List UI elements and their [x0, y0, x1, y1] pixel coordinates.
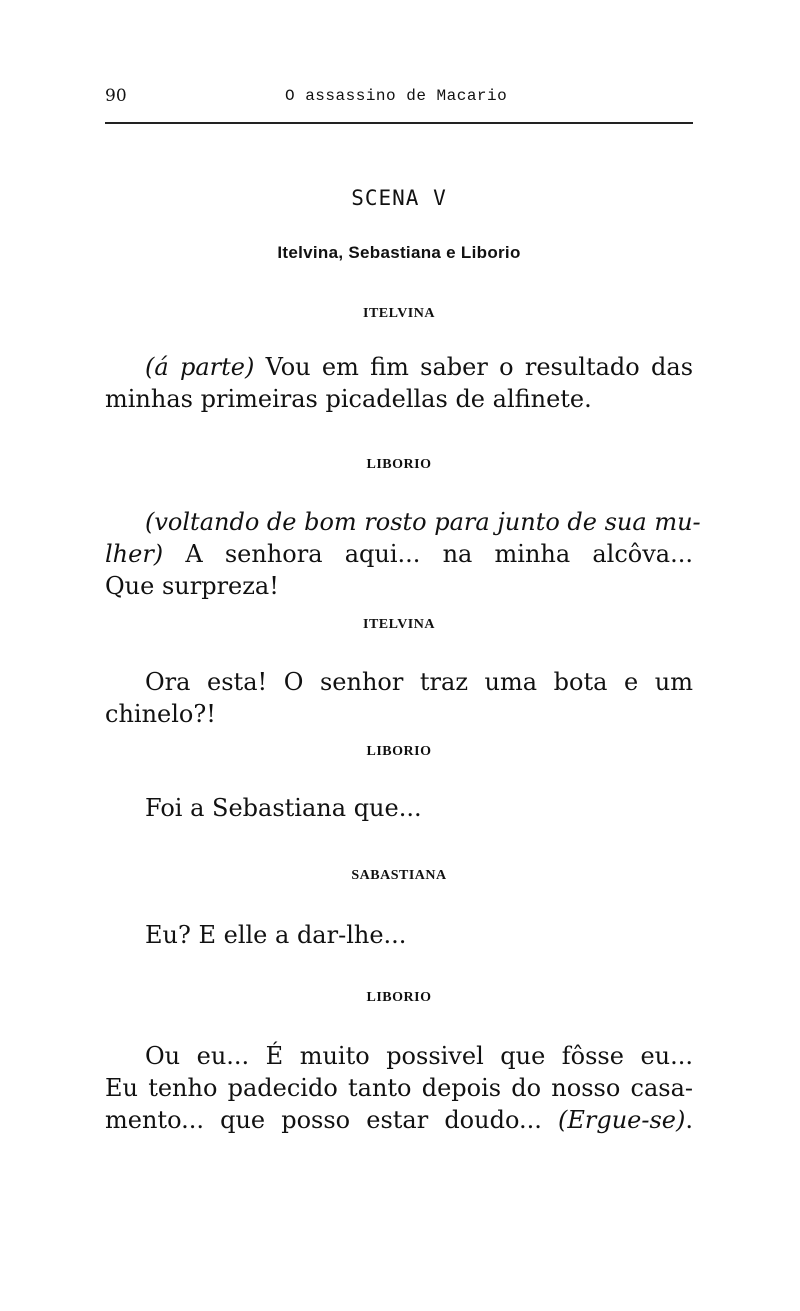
header-rule	[105, 122, 693, 124]
speech-text: Eu tenho padecido tanto depois do nosso casa-	[105, 1074, 693, 1102]
running-title: O assassino de Macario	[285, 87, 508, 105]
speech	[105, 1040, 693, 1136]
speaker-name: ITELVINA	[363, 306, 435, 321]
scene-title: SCENA V	[351, 186, 447, 210]
speech-text: A senhora aqui... na minha alcôva...	[163, 540, 693, 568]
speech-text: Ora esta! O senhor traz uma bota e um	[145, 668, 693, 696]
speech	[105, 351, 693, 415]
speech-text: chinelo?!	[105, 700, 216, 728]
speech-text: mento... que posso estar doudo...	[105, 1106, 558, 1134]
speech-line	[105, 383, 693, 415]
speech-line	[105, 538, 693, 570]
speech-line	[105, 1104, 693, 1136]
speech	[105, 792, 693, 824]
speaker-name: LIBORIO	[366, 744, 432, 759]
stage-direction: (Ergue-se)	[557, 1106, 686, 1134]
speech-text: minhas primeiras picadellas de alfinete.	[105, 385, 592, 413]
speech-line	[105, 351, 693, 383]
speech-line	[105, 1072, 693, 1104]
speech-text: Eu? E elle a dar-lhe...	[145, 921, 407, 949]
speech-text: Que surpreza!	[105, 572, 279, 600]
speaker-name: LIBORIO	[366, 990, 432, 1005]
speech-line	[105, 570, 693, 602]
page-header	[105, 86, 693, 116]
stage-direction: (voltando de bom rosto para junto de sua mu-	[145, 508, 701, 536]
speech-text: Vou em fim saber o resultado das	[254, 353, 694, 381]
speaker-name: LIBORIO	[366, 457, 432, 472]
speaker-name: ITELVINA	[363, 617, 435, 632]
stage-direction: (á parte)	[145, 353, 255, 381]
speech-line	[105, 1040, 693, 1072]
speech-text: Ou eu... É muito possivel que fôsse eu...	[145, 1042, 693, 1070]
speech-line	[105, 698, 693, 730]
speech-text: Foi a Sebastiana que...	[145, 794, 422, 822]
page-number: 90	[105, 86, 127, 106]
speech-line	[105, 919, 693, 951]
speech-line	[105, 506, 701, 538]
stage-direction: lher)	[105, 540, 164, 568]
speaker-name: SABASTIANA	[351, 868, 447, 883]
speech	[105, 666, 693, 730]
scene-characters: Itelvina, Sebastiana e Liborio	[277, 243, 521, 262]
speech-line	[105, 792, 693, 824]
speech	[105, 919, 693, 951]
speech	[105, 506, 701, 602]
speech-text: .	[685, 1106, 693, 1134]
speech-line	[105, 666, 693, 698]
